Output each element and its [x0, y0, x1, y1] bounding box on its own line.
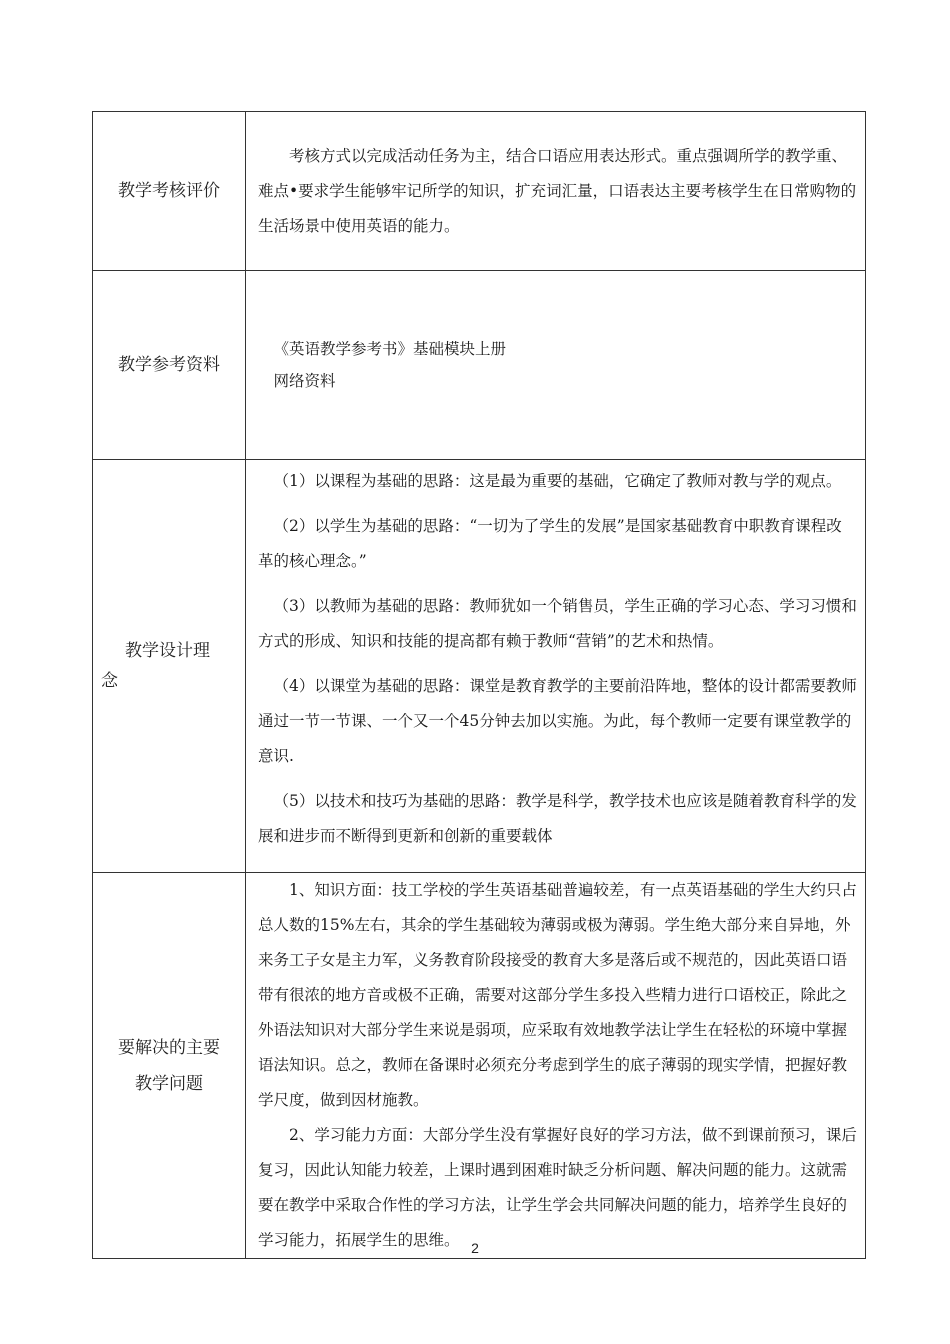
row-label-text: [93, 636, 245, 696]
row-content: [246, 271, 866, 460]
row-label-text: 教学考核评价: [118, 181, 220, 201]
content-paragraph: （1）以课程为基础的思路：这是最为重要的基础，它确定了教师对教与学的观点。: [273, 472, 842, 490]
row-label: [93, 271, 246, 460]
row-label-line: 要解决的主要: [118, 1037, 220, 1058]
row-content: [246, 873, 866, 1259]
row-label-text: 教学参考资料: [118, 355, 220, 375]
row-content: [246, 112, 866, 271]
content-clip: [258, 460, 857, 872]
row-label: [93, 460, 246, 873]
content-paragraph: （4）以课堂为基础的思路：课堂是教育教学的主要前沿阵地，整体的设计都需要教师通过一节一节课、一个又一个45分钟去加以实施。为此，每个教师一定要有课堂教学的意识.: [258, 677, 857, 765]
row-label-line: 教学问题: [135, 1073, 203, 1094]
row-label-line: 教学设计理: [125, 641, 210, 661]
table-row: [93, 873, 866, 1259]
row-label: [93, 112, 246, 271]
content-paragraph: 《英语教学参考书》基础模块上册: [273, 340, 507, 358]
table-row: [93, 460, 866, 873]
content-paragraph: 考核方式以完成活动任务为主，结合口语应用表达形式。重点强调所学的教学重、难点•要求学生能够牢记所学的知识，扩充词汇量，口语表达主要考核学生在日常购物的生活场景中使用英语的能力。: [258, 146, 857, 235]
content-paragraph: 1、知识方面：技工学校的学生英语基础普遍较差，有一点英语基础的学生大约只占总人数的15%左右，其余的学生基础较为薄弱或极为薄弱。学生绝大部分来自异地，外来务工子女是主力军，义务教育阶段接受的教育大多是落后或不规范的，因此英语口语带有很浓的地方音或极不正确，需要对这部分学生多投入些精力进行口语校正，除此之外语法知识对大部分学生来说是弱项，应采取有效地教学法让学生在轻松的环境中掌握语法知识。总之，教师在备课时必须充分考虑到学生的底子薄弱的现实学情，把握好教学尺度，做到因材施教。: [258, 881, 857, 1109]
table-row: [93, 112, 866, 271]
content-block: [258, 873, 857, 1258]
content-paragraph: 2、学习能力方面：大部分学生没有掌握好良好的学习方法，做不到课前预习，课后复习，因此认知能力较差，上课时遇到困难时缺乏分析问题、解决问题的能力。这就需要在教学中采取合作性的学习方法，让学生学会共同解决问题的能力，培养学生良好的学习能力，拓展学生的思维。: [258, 1126, 857, 1249]
page-number: 2: [471, 1240, 479, 1256]
content-paragraph: 网络资料: [273, 372, 336, 390]
row-content: [246, 460, 866, 873]
content-paragraph: （2）以学生为基础的思路：“一切为了学生的发展”是国家基础教育中职教育课程改革的核心理念。”: [258, 517, 842, 570]
lesson-plan-table: [92, 111, 866, 1259]
content-paragraph: （3）以教师为基础的思路：教师犹如一个销售员，学生正确的学习心态、学习习惯和方式的形成、知识和技能的提高都有赖于教师“营销”的艺术和热情。: [258, 597, 857, 650]
table-row: [93, 271, 866, 460]
row-label-text: [93, 1030, 245, 1102]
row-label: [93, 873, 246, 1259]
content-paragraph: （5）以技术和技巧为基础的思路：教学是科学，教学技术也应该是随着教育科学的发展和进步而不断得到更新和创新的重要载体: [258, 792, 857, 845]
row-label-line: 念: [101, 671, 118, 691]
